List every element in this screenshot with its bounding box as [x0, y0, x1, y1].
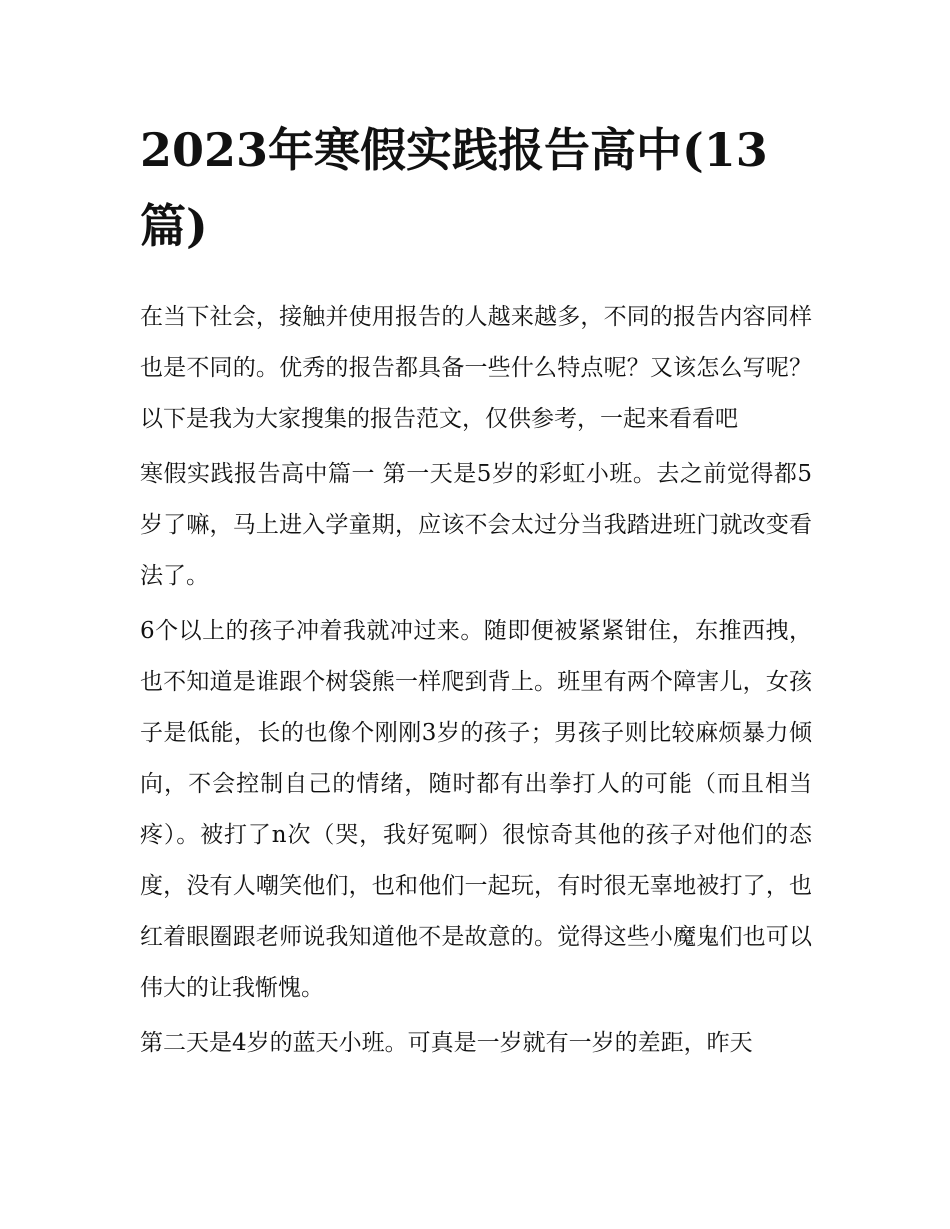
paragraph-children: 6个以上的孩子冲着我就冲过来。随即便被紧紧钳住，东推西拽，也不知道是谁跟个树袋熊一样爬到背上。班里有两个障害儿，女孩子是低能，长的也像个刚刚3岁的孩子；男孩子则比较麻烦暴力倾向，不会控制自己的情绪，随时都有出拳打人的可能（而且相当疼）。被打了n次（哭，我好冤啊）很惊奇其他的孩子对他们的态度，没有人嘲笑他们，也和他们一起玩，有时很无辜地被打了，也红着眼圈跟老师说我知道他不是故意的。觉得这些小魔鬼们也可以伟大的让我惭愧。 [140, 618, 812, 1001]
document-page [140, 112, 812, 1073]
document-title: 2023年寒假实践报告高中(13篇) [140, 123, 768, 253]
document-body [140, 292, 812, 1069]
paragraph-second-day: 第二天是4岁的蓝天小班。可真是一岁就有一岁的差距，昨天 [140, 1030, 753, 1056]
paragraph-first-day: 寒假实践报告高中篇一 第一天是5岁的彩虹小班。去之前觉得都5岁了嘛，马上进入学童期，应该不会太过分当我踏进班门就改变看法了。 [140, 461, 812, 589]
paragraph-intro: 在当下社会，接触并使用报告的人越来越多，不同的报告内容同样也是不同的。优秀的报告都具备一些什么特点呢？又该怎么写呢？以下是我为大家搜集的报告范文，仅供参考，一起来看看吧 [140, 304, 812, 432]
